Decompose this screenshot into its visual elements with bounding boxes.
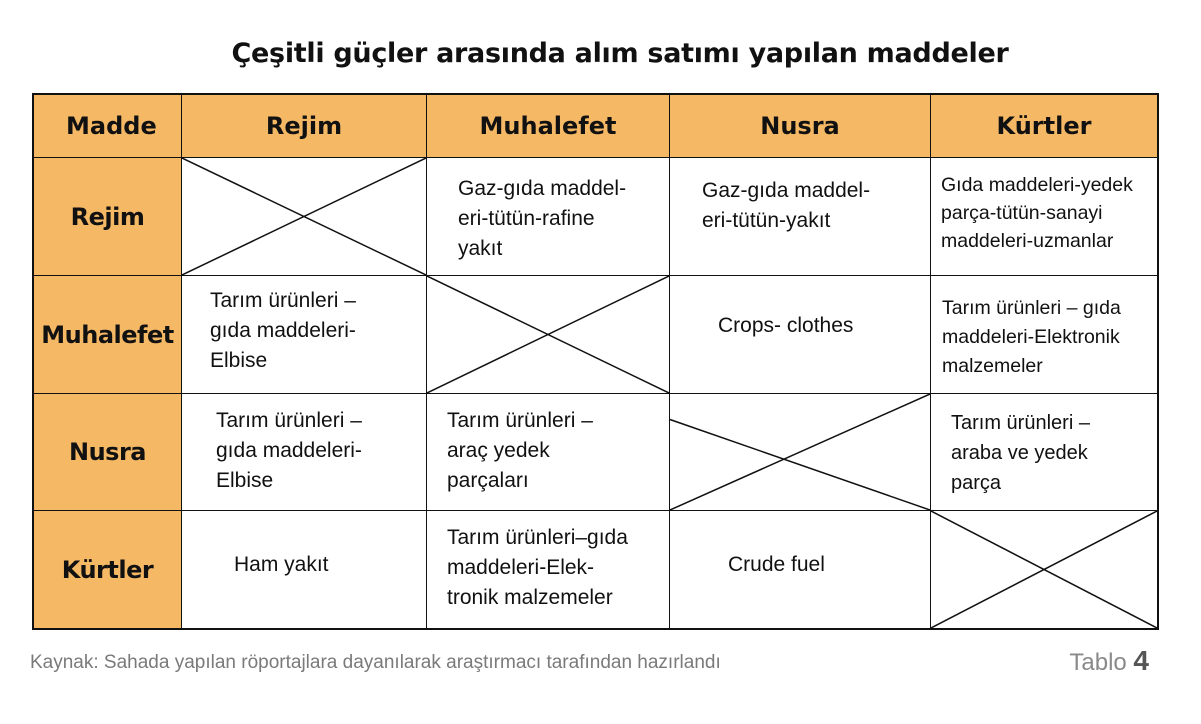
cell-text: Ham yakıt bbox=[234, 553, 329, 576]
cell-text: Tarım ürünleri – araç yedek parçaları bbox=[447, 409, 593, 492]
row-header-nusra: Nusra bbox=[34, 394, 182, 511]
cell-text: Crops- clothes bbox=[718, 314, 854, 337]
cell-text: Gaz-gıda maddel- eri-tütün-yakıt bbox=[702, 179, 871, 232]
cell-text: Gıda maddeleri-yedek parça-tütün-sanayi maddeleri-uzmanlar bbox=[941, 174, 1133, 252]
cell-text: Tarım ürünleri – gıda maddeleri- Elbise bbox=[210, 289, 356, 372]
table-cell bbox=[427, 511, 670, 628]
cell-text: Crude fuel bbox=[728, 553, 825, 576]
header-col-kurtler: Kürtler bbox=[931, 95, 1157, 158]
trade-table bbox=[32, 93, 1159, 630]
table-cell bbox=[427, 158, 670, 276]
table-label-number: 4 bbox=[1133, 645, 1149, 676]
cross-mark bbox=[670, 394, 930, 510]
table-cell-empty-crossed bbox=[931, 511, 1157, 628]
cross-mark bbox=[427, 276, 669, 393]
row-header-rejim: Rejim bbox=[34, 158, 182, 276]
header-col-nusra: Nusra bbox=[670, 95, 931, 158]
table-cell bbox=[182, 394, 427, 511]
table-cell-empty-crossed bbox=[182, 158, 427, 276]
row-header-kurtler: Kürtler bbox=[34, 511, 182, 628]
cell-text: Tarım ürünleri–gıda maddeleri-Elek- tronik malzemeler bbox=[447, 526, 628, 609]
cell-text: Tarım ürünleri – gıda maddeleri- Elbise bbox=[216, 409, 362, 492]
table-cell bbox=[670, 158, 931, 276]
table-cell bbox=[931, 394, 1157, 511]
table-label-prefix: Tablo bbox=[1069, 649, 1127, 676]
table-cell bbox=[931, 158, 1157, 276]
table-cell bbox=[182, 511, 427, 628]
table-cell bbox=[931, 276, 1157, 394]
cross-mark bbox=[182, 158, 426, 275]
cell-text: Tarım ürünleri – araba ve yedek parça bbox=[951, 412, 1090, 494]
cross-mark bbox=[931, 511, 1157, 628]
header-col-muhalefet: Muhalefet bbox=[427, 95, 670, 158]
row-header-muhalefet: Muhalefet bbox=[34, 276, 182, 394]
table-cell bbox=[670, 511, 931, 628]
page-title: Çeşitli güçler arasında alım satımı yapılan maddeler bbox=[231, 38, 1009, 69]
cell-text: Gaz-gıda maddel- eri-tütün-rafine yakıt bbox=[458, 177, 627, 260]
header-col-rejim: Rejim bbox=[182, 95, 427, 158]
table-cell bbox=[670, 276, 931, 394]
table-cell-empty-crossed bbox=[427, 276, 670, 394]
table-cell bbox=[427, 394, 670, 511]
source-note: Kaynak: Sahada yapılan röportajlara dayanılarak araştırmacı tarafından hazırlandı bbox=[30, 652, 721, 673]
table-label bbox=[1069, 645, 1149, 677]
header-corner: Madde bbox=[34, 95, 182, 158]
cell-text: Tarım ürünleri – gıda maddeleri-Elektronik malzemeler bbox=[942, 297, 1121, 377]
table-cell-empty-crossed bbox=[670, 394, 931, 511]
table-cell bbox=[182, 276, 427, 394]
